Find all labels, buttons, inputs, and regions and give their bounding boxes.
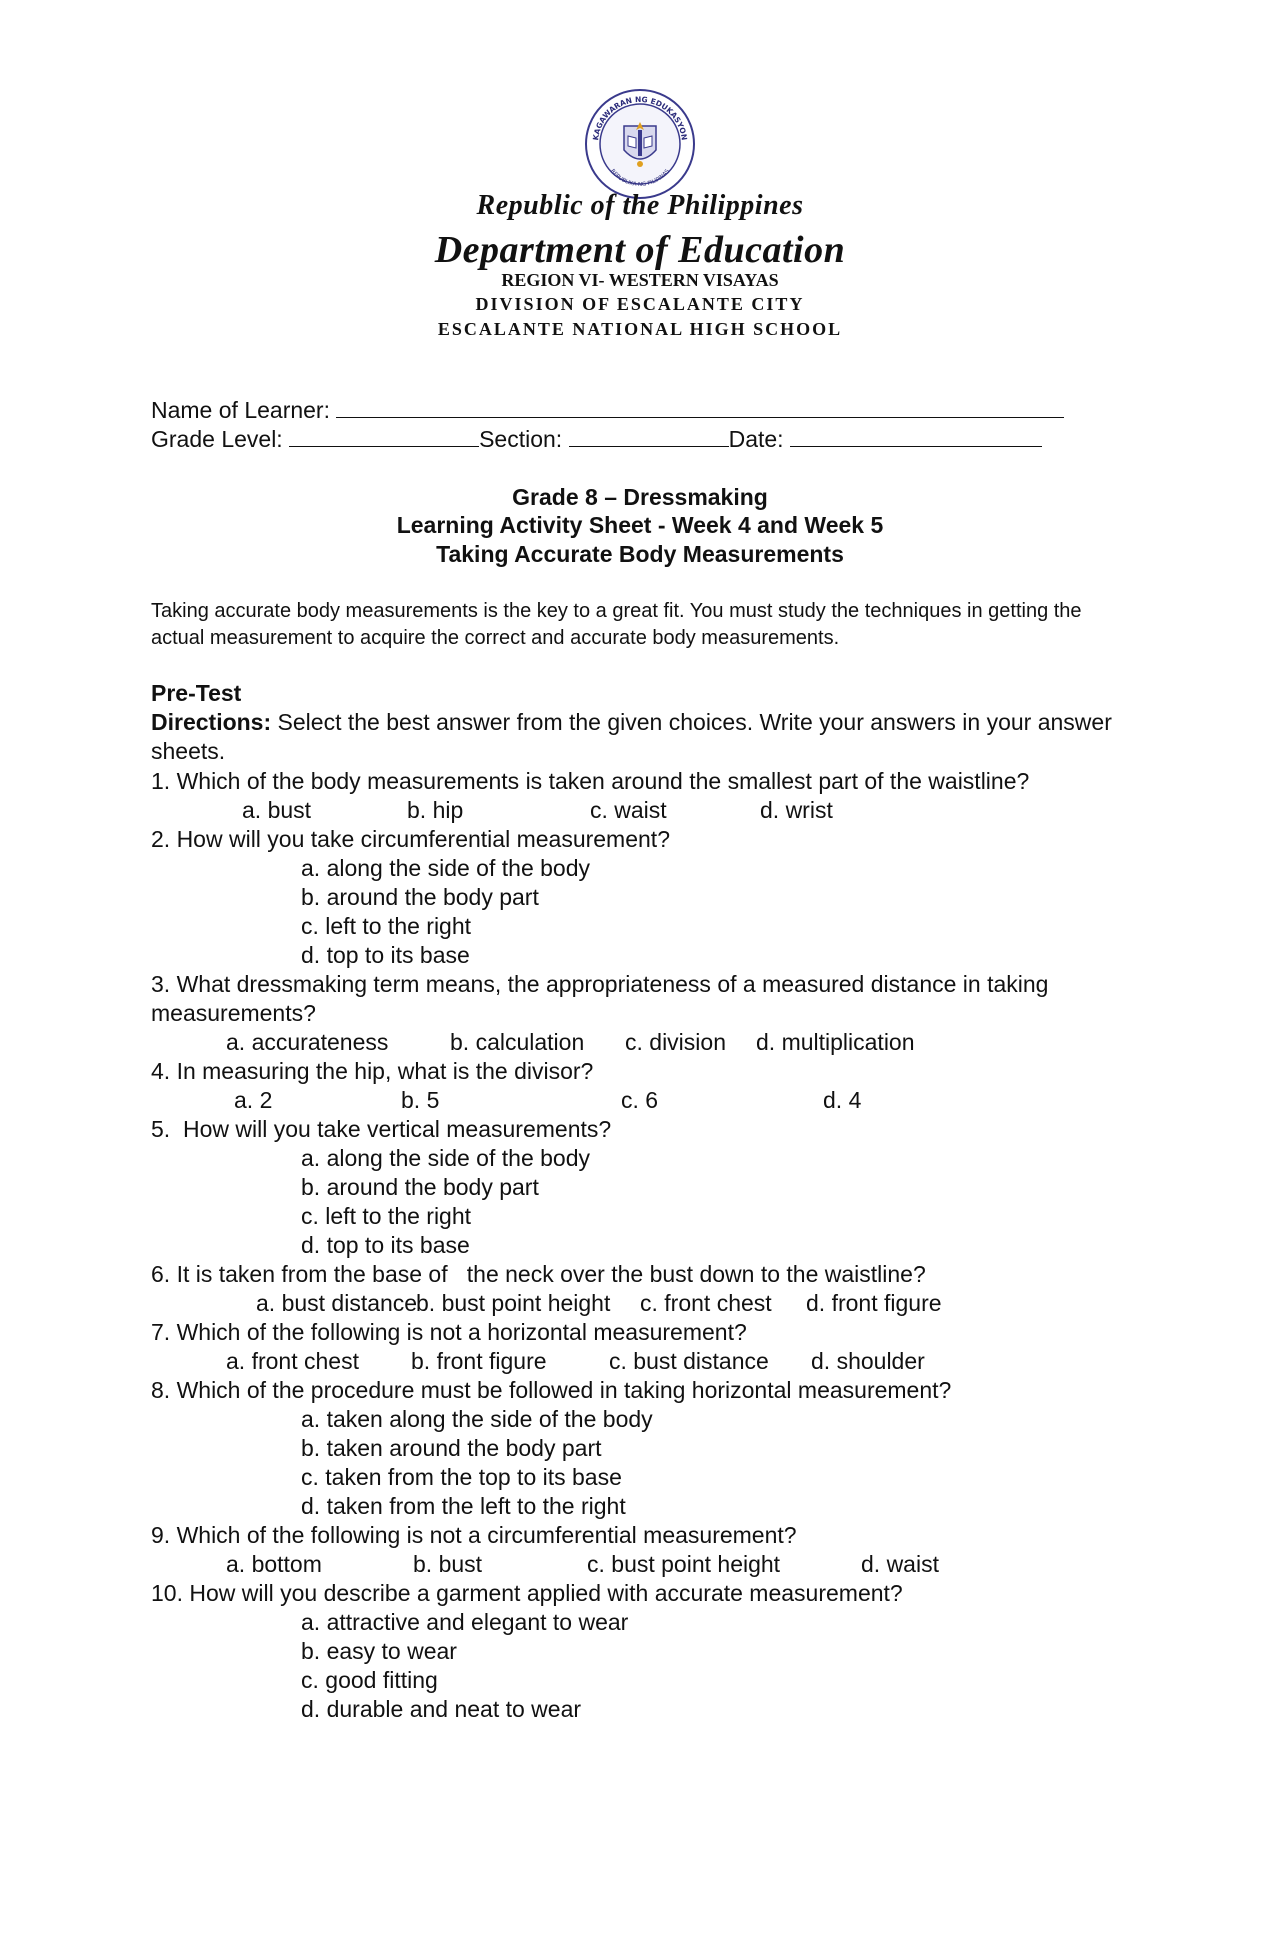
- answer-option: a. 2: [234, 1087, 273, 1113]
- answer-option: c. division: [625, 1029, 726, 1055]
- answer-option: c. good fitting: [301, 1667, 438, 1693]
- answer-option: b. around the body part: [301, 1174, 539, 1200]
- seal-top-text: KAGAWARAN NG EDUKASYON: [591, 94, 689, 141]
- department-heading: Department of Education: [434, 229, 846, 271]
- answer-option: b. bust: [413, 1551, 483, 1577]
- question-text: 1. Which of the body measurements is taken around the smallest part of the waistline?: [151, 768, 1030, 794]
- answer-option: d. top to its base: [301, 942, 470, 968]
- answer-option: c. waist: [590, 797, 667, 823]
- grade-field[interactable]: [289, 426, 479, 447]
- section-label: Section:: [479, 426, 563, 452]
- intro-paragraph: Taking accurate body measurements is the key to a great fit. You must study the techniques in getting the actual measurement to acquire the correct and accurate body measurements.: [151, 600, 1082, 649]
- answer-option: a. bust distance: [256, 1290, 418, 1316]
- grade-section-date-row: [151, 425, 1042, 453]
- region-heading: REGION VI- WESTERN VISAYAS: [501, 270, 779, 290]
- subject-title: Grade 8 – Dressmaking: [512, 484, 768, 510]
- answer-option: d. durable and neat to wear: [301, 1696, 582, 1722]
- republic-heading: Republic of the Philippines: [476, 190, 804, 221]
- directions-label: Directions:: [151, 709, 272, 735]
- answer-option: b. taken around the body part: [301, 1435, 602, 1461]
- answer-option: d. 4: [823, 1087, 862, 1113]
- answer-option: b. hip: [407, 797, 464, 823]
- question-text: 10. How will you describe a garment applied with accurate measurement?: [151, 1580, 903, 1606]
- answer-option: b. 5: [401, 1087, 440, 1113]
- answer-option: a. along the side of the body: [301, 1145, 590, 1171]
- answer-option: a. along the side of the body: [301, 855, 590, 881]
- answer-option: b. front figure: [411, 1348, 547, 1374]
- school-heading: ESCALANTE NATIONAL HIGH SCHOOL: [437, 319, 843, 339]
- grade-label: Grade Level:: [151, 426, 283, 452]
- answer-option: c. bust point height: [587, 1551, 781, 1577]
- question-text: 6. It is taken from the base of the neck over the bust down to the waistline?: [151, 1261, 926, 1287]
- answer-option: a. front chest: [226, 1348, 359, 1374]
- answer-option: c. front chest: [640, 1290, 772, 1316]
- answer-option: d. wrist: [760, 797, 833, 823]
- answer-option: a. accurateness: [226, 1029, 389, 1055]
- directions-paragraph: [151, 708, 1126, 766]
- date-field[interactable]: [790, 426, 1042, 447]
- answer-option: c. taken from the top to its base: [301, 1464, 622, 1490]
- name-field[interactable]: [336, 397, 1064, 418]
- section-field[interactable]: [569, 426, 729, 447]
- pretest-heading: Pre-Test: [151, 680, 242, 706]
- question-text: 3. What dressmaking term means, the appropriateness of a measured distance in taking measurements?: [151, 971, 1049, 1026]
- answer-option: c. bust distance: [609, 1348, 769, 1374]
- seal-bottom-text: REPUBLIKA NG PILIPINAS: [609, 168, 671, 189]
- answer-option: c. left to the right: [301, 1203, 472, 1229]
- answer-option: b. calculation: [450, 1029, 585, 1055]
- division-heading: DIVISION OF ESCALANTE CITY: [475, 294, 805, 314]
- question-text: 7. Which of the following is not a horizontal measurement?: [151, 1319, 747, 1345]
- topic-title: Taking Accurate Body Measurements: [436, 541, 844, 567]
- question-text: 4. In measuring the hip, what is the divisor?: [151, 1058, 594, 1084]
- answer-option: c. left to the right: [301, 913, 472, 939]
- question-text: 9. Which of the following is not a circumferential measurement?: [151, 1522, 797, 1548]
- answer-option: d. front figure: [806, 1290, 942, 1316]
- question-text: 5. How will you take vertical measurements?: [151, 1116, 612, 1142]
- answer-option: d. shoulder: [811, 1348, 925, 1374]
- answer-option: b. easy to wear: [301, 1638, 457, 1664]
- answer-option: a. attractive and elegant to wear: [301, 1609, 629, 1635]
- answer-option: d. top to its base: [301, 1232, 470, 1258]
- question-text: 8. Which of the procedure must be followed in taking horizontal measurement?: [151, 1377, 952, 1403]
- date-label: Date:: [728, 426, 784, 452]
- deped-seal-icon: [584, 88, 696, 200]
- answer-option: a. taken along the side of the body: [301, 1406, 653, 1432]
- answer-option: a. bottom: [226, 1551, 322, 1577]
- name-label: Name of Learner:: [151, 397, 330, 423]
- name-row: [151, 396, 1064, 424]
- answer-option: d. taken from the left to the right: [301, 1493, 626, 1519]
- answer-option: d. waist: [861, 1551, 939, 1577]
- answer-option: a. bust: [242, 797, 312, 823]
- question-text: 2. How will you take circumferential measurement?: [151, 826, 670, 852]
- directions-text: Select the best answer from the given choices. Write your answers in your answer sheets.: [151, 709, 1112, 764]
- answer-option: b. around the body part: [301, 884, 539, 910]
- answer-option: d. multiplication: [756, 1029, 915, 1055]
- answer-option: b. bust point height: [416, 1290, 611, 1316]
- activity-title: Learning Activity Sheet - Week 4 and Week 5: [396, 512, 884, 538]
- answer-option: c. 6: [621, 1087, 659, 1113]
